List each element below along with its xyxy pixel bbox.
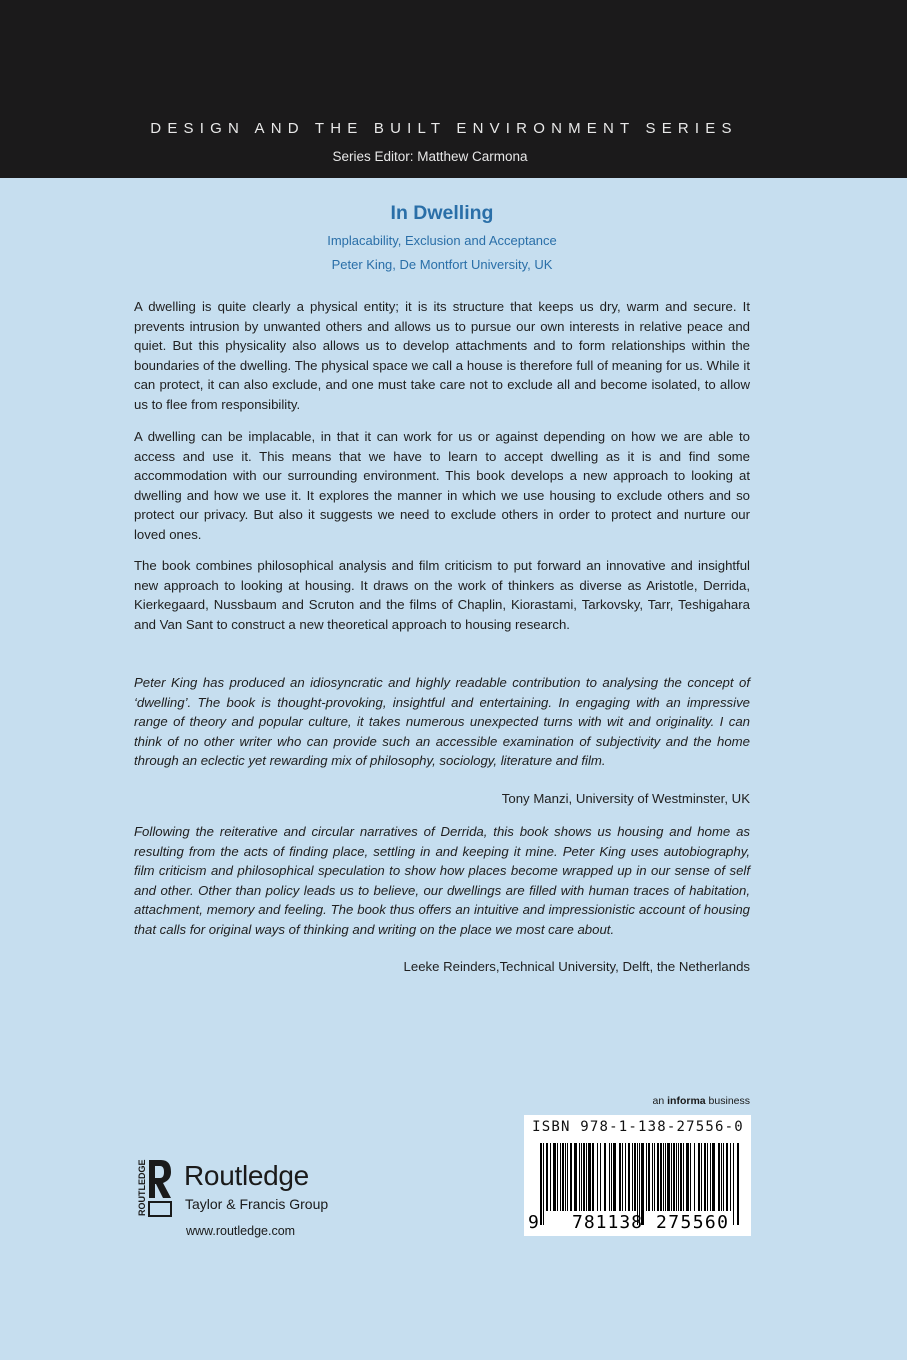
barcode-bar bbox=[683, 1143, 684, 1211]
barcode-bar bbox=[701, 1143, 702, 1211]
barcode-bar bbox=[560, 1143, 561, 1211]
barcode-bar bbox=[678, 1143, 679, 1211]
barcode-bar bbox=[632, 1143, 633, 1211]
barcode-bar bbox=[648, 1143, 650, 1211]
barcode-bar bbox=[673, 1143, 675, 1211]
barcode-bar bbox=[730, 1143, 731, 1211]
barcode-digit-first: 9 bbox=[528, 1212, 539, 1233]
barcode-bar bbox=[540, 1143, 542, 1225]
barcode-bar bbox=[611, 1143, 612, 1211]
routledge-logo-text: ROUTLEDGE bbox=[137, 1159, 147, 1216]
description-paragraph-3: The book combines philosophical analysis and film criticism to put forward an innovative and insightful new approach to looking at housing. It draws on the work of thinkers as diverse as Aristotle, Derrida, Kierkegaard, Nussbaum and Scruton and the films of Chaplin, Kiorastami, Tarkovsky, Tarr, Teshigahara and Van Sant to construct a new theoretical approach to housing research. bbox=[134, 558, 750, 632]
barcode-bar bbox=[570, 1143, 572, 1211]
barcode-bar bbox=[619, 1143, 621, 1211]
informa-prefix: an bbox=[652, 1095, 668, 1107]
barcode-digits-right: 275560 bbox=[656, 1212, 728, 1233]
barcode-bar bbox=[583, 1143, 585, 1211]
barcode-bar bbox=[600, 1143, 601, 1211]
barcode-bar bbox=[710, 1143, 711, 1211]
barcode-bar bbox=[654, 1143, 655, 1211]
publisher-website[interactable]: www.routledge.com bbox=[186, 1224, 296, 1238]
barcode-bar bbox=[698, 1143, 700, 1211]
barcode-bar bbox=[646, 1143, 647, 1211]
barcode-bar bbox=[586, 1143, 587, 1211]
barcode-bar bbox=[663, 1143, 664, 1211]
barcode-bar bbox=[613, 1143, 616, 1211]
series-editor: Series Editor: Matthew Carmona bbox=[332, 149, 528, 164]
barcode-bar bbox=[712, 1143, 715, 1211]
barcode-bar bbox=[565, 1143, 566, 1211]
description-paragraph-2: A dwelling can be implacable, in that it can work for us or against depending on how we are able to access and use it. This means that we have to learn to accept dwelling as it is and find some accommodation with our surrounding environment. This book develops a new approach to looking at dwelling and how we use it. It explores the manner in which we use housing to exclude others and so protect our privacy. But also it suggests we need to exclude others in order to protect and nurture our loved ones. bbox=[134, 429, 750, 542]
isbn-label: ISBN 978-1-138-27556-0 bbox=[532, 1119, 744, 1135]
barcode-bar bbox=[690, 1143, 691, 1211]
barcode-bar bbox=[592, 1143, 594, 1211]
review-attribution-2: Leeke Reinders,Technical University, Delft, the Netherlands bbox=[403, 959, 750, 974]
review-quote-2: Following the reiterative and circular narratives of Derrida, this book shows us housing and home as resulting from the acts of finding place, settling in and keeping it mine. Peter King uses autobiography, film criticism and philosophical speculation to show how places become wrapped up in our sense of self and other. Other than policy leads us to believe, our dwellings are filled with human traces of habitation, attachment, memory and feeling. The book thus offers an intuitive and impressionistic account of housing that calls for original ways of thinking and writing on the place we most care about. bbox=[134, 824, 750, 937]
publisher-group: Taylor & Francis Group bbox=[185, 1196, 329, 1212]
barcode-bar bbox=[553, 1143, 556, 1211]
barcode-bar bbox=[579, 1143, 580, 1211]
barcode-bar bbox=[622, 1143, 623, 1211]
barcode-bar bbox=[657, 1143, 659, 1211]
barcode-bar bbox=[652, 1143, 653, 1211]
review-quote-1: Peter King has produced an idiosyncratic and highly readable contribution to analysing the concept of ‘dwelling’. The book is thought-provoking, insightful and entertaining. In engaging with an impressive range of theory and popular culture, it takes numerous unexpected turns with wit and originality. I can think of no other writer who can provide such an accessible examination of subjectivity and the home through an eclectic yet rewarding mix of philosophy, sociology, literature and film. bbox=[134, 675, 750, 769]
barcode-bar bbox=[562, 1143, 564, 1211]
barcode-bar bbox=[721, 1143, 722, 1211]
barcode-bar bbox=[680, 1143, 682, 1211]
barcode-bar bbox=[718, 1143, 720, 1211]
barcode-bar bbox=[665, 1143, 666, 1211]
barcode-bar bbox=[723, 1143, 724, 1211]
description-paragraph-1: A dwelling is quite clearly a physical entity; it is its structure that keeps us dry, warm and secure. It prevents intrusion by unwanted others and allows us to pursue our own interests in relative peace and quiet. But this physicality also allows us to develop attachments and to form relationships within the boundaries of the dwelling. The physical space we call a house is therefore full of meaning for us. While it can protect, it can also exclude, and one must take care not to exclude all and become isolated, to allow us to flee from responsibility. bbox=[134, 299, 750, 412]
barcode-bar bbox=[686, 1143, 689, 1211]
routledge-logo-icon bbox=[133, 1158, 175, 1218]
barcode-bar bbox=[634, 1143, 636, 1211]
review-attribution-1: Tony Manzi, University of Westminster, UK bbox=[501, 791, 750, 806]
barcode-bar bbox=[676, 1143, 677, 1211]
book-author: Peter King, De Montfort University, UK bbox=[331, 257, 553, 272]
barcode-bar bbox=[707, 1143, 708, 1211]
isbn-barcode bbox=[524, 1115, 751, 1236]
barcode-bar bbox=[546, 1143, 548, 1211]
barcode-graphic bbox=[524, 1115, 751, 1236]
barcode-bar bbox=[550, 1143, 551, 1211]
barcode-bar bbox=[543, 1143, 544, 1225]
barcode-bar bbox=[704, 1143, 706, 1211]
barcode-bar bbox=[567, 1143, 568, 1211]
informa-suffix: business bbox=[705, 1095, 750, 1107]
barcode-bar bbox=[660, 1143, 662, 1211]
series-title: DESIGN AND THE BUILT ENVIRONMENT SERIES bbox=[150, 120, 738, 137]
barcode-bar bbox=[597, 1143, 598, 1211]
barcode-bar bbox=[671, 1143, 672, 1211]
barcode-bar bbox=[667, 1143, 670, 1211]
barcode-bar bbox=[694, 1143, 695, 1211]
informa-business-line bbox=[620, 1095, 750, 1107]
book-title: In Dwelling bbox=[390, 202, 494, 224]
book-subtitle: Implacability, Exclusion and Acceptance bbox=[327, 233, 557, 248]
barcode-digits-left: 781138 bbox=[572, 1212, 642, 1233]
barcode-bar bbox=[557, 1143, 558, 1211]
barcode-bar bbox=[574, 1143, 577, 1211]
publisher-name: Routledge bbox=[184, 1160, 309, 1191]
barcode-bar bbox=[737, 1143, 739, 1225]
barcode-bar bbox=[588, 1143, 591, 1211]
barcode-bar bbox=[581, 1143, 582, 1211]
barcode-bar bbox=[625, 1143, 626, 1211]
barcode-bar bbox=[604, 1143, 606, 1211]
informa-brand: informa bbox=[667, 1095, 706, 1107]
barcode-bar bbox=[733, 1143, 734, 1225]
barcode-bar bbox=[628, 1143, 630, 1211]
barcode-bar bbox=[609, 1143, 610, 1211]
barcode-bar bbox=[726, 1143, 728, 1211]
